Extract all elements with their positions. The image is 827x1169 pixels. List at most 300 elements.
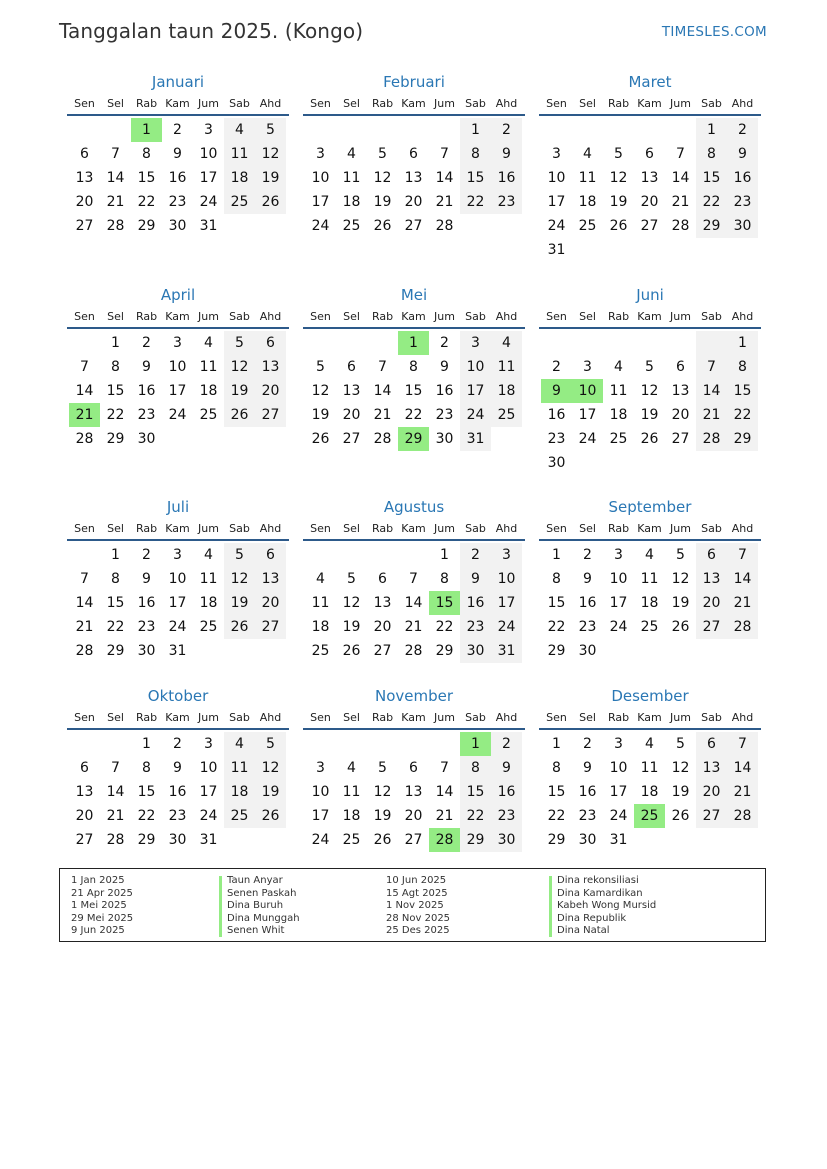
day-cell: 18: [311, 619, 330, 635]
day-cell: 9: [491, 756, 522, 780]
month-name: Mei: [400, 286, 428, 304]
month-juli: [67, 496, 289, 663]
day-cell: 17: [199, 170, 218, 186]
day-cell: 23: [435, 407, 454, 423]
day-cell: 20: [75, 194, 94, 210]
day-cell: 9: [491, 142, 522, 166]
day-cell: 6: [80, 760, 89, 776]
weekday-label: Ahd: [731, 522, 754, 535]
day-cell: 16: [460, 591, 491, 615]
day-cell: 18: [640, 784, 659, 800]
day-cell: 11: [342, 784, 361, 800]
weekday-label: Sel: [343, 97, 360, 110]
header-divider: [67, 114, 289, 116]
day-cell: 27: [75, 218, 94, 234]
day-cell: 29: [106, 643, 125, 659]
day-cell: 22: [106, 407, 125, 423]
empty-cell: [336, 543, 367, 567]
day-cell: 23: [547, 431, 566, 447]
day-cell: 3: [173, 547, 182, 563]
holiday-cell: 1: [131, 118, 162, 142]
day-cell: 31: [199, 832, 218, 848]
weekday-label: Rab: [135, 97, 158, 110]
day-cell: 26: [671, 808, 690, 824]
day-cell: 6: [409, 146, 418, 162]
day-cell: 25: [342, 218, 361, 234]
weekday-label: Sab: [701, 97, 722, 110]
day-cell: 27: [75, 832, 94, 848]
day-cell: 24: [168, 407, 187, 423]
day-cell: 1: [727, 331, 758, 355]
weekday-label: Sab: [465, 310, 486, 323]
weekday-header: [69, 708, 289, 727]
day-cell: 13: [404, 784, 423, 800]
legend-holiday-name: Dina rekonsiliasi: [557, 875, 639, 886]
day-cell: 17: [168, 595, 187, 611]
weekday-label: Sen: [546, 97, 567, 110]
day-cell: 17: [199, 784, 218, 800]
day-cell: 22: [460, 190, 491, 214]
legend-holiday-name: Dina Buruh: [227, 900, 284, 911]
day-cell: 13: [75, 784, 94, 800]
weekday-label: Jum: [670, 97, 691, 110]
day-cell: 22: [404, 407, 423, 423]
day-cell: 9: [142, 359, 151, 375]
day-cell: 29: [106, 431, 125, 447]
day-cell: 4: [491, 331, 522, 355]
day-cell: 13: [696, 756, 727, 780]
day-cell: 10: [168, 571, 187, 587]
day-cell: 21: [75, 619, 94, 635]
day-cell: 28: [75, 643, 94, 659]
day-cell: 23: [491, 190, 522, 214]
day-cell: 29: [696, 214, 727, 238]
day-cell: 5: [316, 359, 325, 375]
month-oktober: [67, 685, 289, 852]
day-cell: 31: [609, 832, 628, 848]
day-cell: 31: [168, 643, 187, 659]
day-cell: 7: [727, 543, 758, 567]
weekday-label: Ahd: [259, 97, 282, 110]
day-cell: 4: [614, 359, 623, 375]
legend-holiday-marker: [219, 876, 222, 937]
day-cell: 29: [137, 218, 156, 234]
day-cell: 16: [491, 780, 522, 804]
header-divider: [303, 327, 525, 329]
weekday-label: Sen: [74, 310, 95, 323]
day-grid: [541, 732, 761, 852]
month-name: November: [374, 687, 454, 705]
empty-cell: [541, 331, 572, 355]
day-cell: 1: [142, 736, 151, 752]
empty-cell: [69, 331, 100, 355]
header-divider: [67, 327, 289, 329]
day-cell: 3: [204, 736, 213, 752]
day-grid: [305, 543, 525, 663]
day-cell: 6: [378, 571, 387, 587]
day-cell: 8: [111, 359, 120, 375]
month-name: Juli: [166, 498, 190, 516]
day-cell: 27: [255, 403, 286, 427]
site-link[interactable]: TIMESLES.COM: [661, 24, 767, 40]
day-cell: 8: [409, 359, 418, 375]
day-cell: 17: [547, 194, 566, 210]
day-cell: 17: [460, 379, 491, 403]
day-cell: 20: [404, 808, 423, 824]
day-cell: 10: [609, 760, 628, 776]
day-cell: 11: [224, 142, 255, 166]
legend-names-col1: [227, 875, 300, 938]
day-cell: 22: [137, 194, 156, 210]
holiday-cell: 9: [541, 379, 572, 403]
day-cell: 23: [168, 194, 187, 210]
day-cell: 13: [255, 355, 286, 379]
day-cell: 5: [645, 359, 654, 375]
weekday-label: Rab: [607, 711, 630, 724]
day-cell: 2: [173, 122, 182, 138]
day-cell: 2: [142, 335, 151, 351]
day-cell: 10: [311, 784, 330, 800]
day-cell: 31: [491, 639, 522, 663]
day-cell: 30: [435, 431, 454, 447]
day-cell: 3: [204, 122, 213, 138]
day-cell: 29: [547, 832, 566, 848]
day-cell: 11: [491, 355, 522, 379]
day-cell: 8: [111, 571, 120, 587]
empty-cell: [541, 118, 572, 142]
weekday-label: Sen: [310, 310, 331, 323]
day-cell: 27: [255, 615, 286, 639]
day-cell: 1: [111, 335, 120, 351]
day-cell: 24: [609, 619, 628, 635]
day-cell: 24: [609, 808, 628, 824]
day-cell: 15: [404, 383, 423, 399]
day-cell: 21: [404, 619, 423, 635]
weekday-label: Ahd: [259, 522, 282, 535]
day-cell: 17: [311, 194, 330, 210]
day-cell: 7: [676, 146, 685, 162]
day-cell: 28: [671, 218, 690, 234]
day-cell: 29: [137, 832, 156, 848]
header-divider: [303, 539, 525, 541]
day-cell: 16: [435, 383, 454, 399]
month-name: Maret: [628, 73, 672, 91]
day-cell: 24: [199, 194, 218, 210]
day-cell: 20: [696, 591, 727, 615]
day-cell: 12: [609, 170, 628, 186]
day-cell: 11: [342, 170, 361, 186]
day-cell: 27: [696, 615, 727, 639]
day-cell: 31: [460, 427, 491, 451]
empty-cell: [429, 118, 460, 142]
weekday-label: Ahd: [495, 97, 518, 110]
day-cell: 28: [727, 615, 758, 639]
weekday-label: Jum: [198, 310, 219, 323]
day-cell: 25: [199, 619, 218, 635]
day-cell: 8: [142, 146, 151, 162]
day-cell: 7: [378, 359, 387, 375]
day-cell: 14: [671, 170, 690, 186]
legend-date: 28 Nov 2025: [386, 912, 451, 924]
day-cell: 12: [671, 760, 690, 776]
weekday-label: Kam: [401, 97, 426, 110]
weekday-label: Kam: [637, 522, 662, 535]
day-cell: 28: [373, 431, 392, 447]
day-cell: 30: [491, 828, 522, 852]
weekday-label: Rab: [135, 522, 158, 535]
day-cell: 20: [255, 591, 286, 615]
day-cell: 24: [460, 403, 491, 427]
legend-holiday-name: Senen Whit: [227, 925, 285, 936]
day-cell: 19: [342, 619, 361, 635]
month-name: Februari: [383, 73, 445, 91]
day-cell: 16: [168, 170, 187, 186]
day-cell: 14: [696, 379, 727, 403]
legend-date: 21 Apr 2025: [71, 887, 133, 899]
day-cell: 8: [440, 571, 449, 587]
empty-cell: [429, 732, 460, 756]
day-cell: 3: [173, 335, 182, 351]
day-cell: 11: [640, 760, 659, 776]
weekday-label: Sen: [310, 711, 331, 724]
legend-date: 25 Des 2025: [386, 925, 450, 936]
empty-cell: [305, 118, 336, 142]
day-cell: 3: [583, 359, 592, 375]
day-cell: 22: [696, 190, 727, 214]
day-cell: 19: [255, 166, 286, 190]
day-cell: 6: [347, 359, 356, 375]
day-cell: 28: [435, 218, 454, 234]
day-cell: 26: [342, 643, 361, 659]
legend-date: 1 Mei 2025: [71, 900, 127, 911]
day-cell: 17: [168, 383, 187, 399]
day-cell: 2: [552, 359, 561, 375]
day-cell: 19: [609, 194, 628, 210]
empty-cell: [69, 543, 100, 567]
day-cell: 9: [583, 571, 592, 587]
weekday-label: Sab: [701, 522, 722, 535]
day-cell: 19: [255, 780, 286, 804]
weekday-label: Sel: [579, 97, 596, 110]
legend-holiday-name: Senen Paskah: [227, 887, 297, 899]
day-cell: 28: [106, 218, 125, 234]
header-divider: [539, 539, 761, 541]
day-cell: 23: [168, 808, 187, 824]
day-grid: [69, 732, 289, 852]
holiday-cell: 21: [69, 403, 100, 427]
day-cell: 13: [404, 170, 423, 186]
day-cell: 12: [255, 756, 286, 780]
day-cell: 19: [373, 808, 392, 824]
day-cell: 8: [552, 760, 561, 776]
header-divider: [303, 114, 525, 116]
day-grid: [305, 118, 525, 238]
weekday-label: Rab: [607, 97, 630, 110]
weekday-header: [305, 708, 525, 727]
weekday-label: Jum: [434, 310, 455, 323]
legend-date: 1 Jan 2025: [71, 875, 125, 886]
weekday-header: [541, 94, 761, 113]
day-cell: 21: [727, 591, 758, 615]
day-cell: 28: [106, 832, 125, 848]
day-cell: 8: [142, 760, 151, 776]
legend-holiday-name: Dina Munggah: [227, 912, 300, 924]
weekday-label: Sel: [343, 522, 360, 535]
day-cell: 21: [671, 194, 690, 210]
holiday-cell: 1: [398, 331, 429, 355]
day-cell: 18: [342, 808, 361, 824]
weekday-label: Ahd: [495, 711, 518, 724]
day-cell: 25: [311, 643, 330, 659]
weekday-label: Rab: [371, 522, 394, 535]
day-cell: 20: [255, 379, 286, 403]
day-cell: 11: [199, 571, 218, 587]
weekday-label: Jum: [434, 522, 455, 535]
weekday-label: Ahd: [259, 310, 282, 323]
day-cell: 20: [404, 194, 423, 210]
day-cell: 15: [106, 383, 125, 399]
day-cell: 7: [111, 760, 120, 776]
day-cell: 6: [645, 146, 654, 162]
day-cell: 13: [75, 170, 94, 186]
weekday-label: Kam: [165, 97, 190, 110]
empty-cell: [305, 543, 336, 567]
day-cell: 18: [578, 194, 597, 210]
day-cell: 22: [435, 619, 454, 635]
day-cell: 26: [224, 615, 255, 639]
day-cell: 9: [173, 760, 182, 776]
day-grid: [541, 118, 761, 262]
weekday-label: Sab: [229, 522, 250, 535]
day-cell: 23: [491, 804, 522, 828]
weekday-label: Ahd: [731, 711, 754, 724]
day-cell: 24: [311, 218, 330, 234]
day-cell: 4: [224, 118, 255, 142]
weekday-header: [305, 519, 525, 538]
day-cell: 15: [460, 780, 491, 804]
day-cell: 5: [255, 732, 286, 756]
empty-cell: [696, 331, 727, 355]
day-cell: 3: [491, 543, 522, 567]
month-name: Januari: [151, 73, 205, 91]
weekday-header: [69, 307, 289, 326]
day-cell: 7: [111, 146, 120, 162]
weekday-label: Jum: [198, 97, 219, 110]
day-cell: 16: [491, 166, 522, 190]
day-cell: 10: [168, 359, 187, 375]
day-cell: 26: [671, 619, 690, 635]
holiday-cell: 10: [572, 379, 603, 403]
day-cell: 14: [435, 784, 454, 800]
day-cell: 4: [347, 760, 356, 776]
day-cell: 30: [547, 455, 566, 471]
month-september: [539, 496, 761, 663]
weekday-label: Sel: [579, 711, 596, 724]
day-cell: 30: [168, 832, 187, 848]
empty-cell: [367, 543, 398, 567]
weekday-label: Jum: [434, 97, 455, 110]
day-cell: 7: [727, 732, 758, 756]
day-cell: 6: [696, 732, 727, 756]
empty-cell: [665, 118, 696, 142]
month-name: April: [160, 286, 196, 304]
day-cell: 26: [373, 218, 392, 234]
day-cell: 16: [578, 784, 597, 800]
weekday-label: Sab: [229, 310, 250, 323]
day-cell: 4: [645, 736, 654, 752]
day-cell: 25: [224, 190, 255, 214]
empty-cell: [305, 732, 336, 756]
day-cell: 30: [137, 643, 156, 659]
day-cell: 17: [609, 784, 628, 800]
header-divider: [67, 728, 289, 730]
holiday-cell: 28: [429, 828, 460, 852]
day-cell: 23: [137, 407, 156, 423]
header-divider: [67, 539, 289, 541]
day-grid: [305, 732, 525, 852]
empty-cell: [336, 331, 367, 355]
weekday-label: Kam: [401, 711, 426, 724]
day-cell: 20: [373, 619, 392, 635]
holiday-cell: 15: [429, 591, 460, 615]
day-cell: 4: [204, 547, 213, 563]
day-cell: 29: [435, 643, 454, 659]
day-cell: 14: [727, 567, 758, 591]
day-cell: 10: [199, 146, 218, 162]
day-cell: 4: [347, 146, 356, 162]
empty-cell: [367, 118, 398, 142]
day-grid: [69, 331, 289, 451]
header-divider: [539, 114, 761, 116]
weekday-label: Sen: [74, 522, 95, 535]
legend-names-col2: [557, 875, 656, 938]
weekday-label: Jum: [670, 310, 691, 323]
legend-date: 10 Jun 2025: [386, 875, 447, 886]
day-cell: 13: [373, 595, 392, 611]
day-cell: 4: [316, 571, 325, 587]
weekday-label: Sab: [465, 711, 486, 724]
day-cell: 30: [168, 218, 187, 234]
weekday-label: Ahd: [731, 97, 754, 110]
day-cell: 10: [547, 170, 566, 186]
day-cell: 4: [583, 146, 592, 162]
day-cell: 22: [137, 808, 156, 824]
holiday-cell: 25: [634, 804, 665, 828]
day-cell: 26: [609, 218, 628, 234]
weekday-label: Ahd: [495, 522, 518, 535]
day-cell: 23: [727, 190, 758, 214]
day-cell: 29: [727, 427, 758, 451]
legend-date: 29 Mei 2025: [71, 912, 134, 924]
day-cell: 12: [311, 383, 330, 399]
legend-holiday-name: Dina Natal: [557, 925, 610, 936]
empty-cell: [572, 118, 603, 142]
holiday-legend: [59, 868, 766, 942]
month-name: Desember: [611, 687, 689, 705]
day-cell: 12: [342, 595, 361, 611]
day-cell: 26: [640, 431, 659, 447]
day-cell: 22: [547, 808, 566, 824]
day-cell: 6: [80, 146, 89, 162]
day-cell: 26: [255, 190, 286, 214]
day-cell: 23: [137, 619, 156, 635]
day-cell: 2: [491, 118, 522, 142]
weekday-label: Kam: [401, 522, 426, 535]
month-juni: [539, 284, 761, 475]
weekday-label: Jum: [198, 711, 219, 724]
day-cell: 22: [460, 804, 491, 828]
day-cell: 21: [106, 808, 125, 824]
